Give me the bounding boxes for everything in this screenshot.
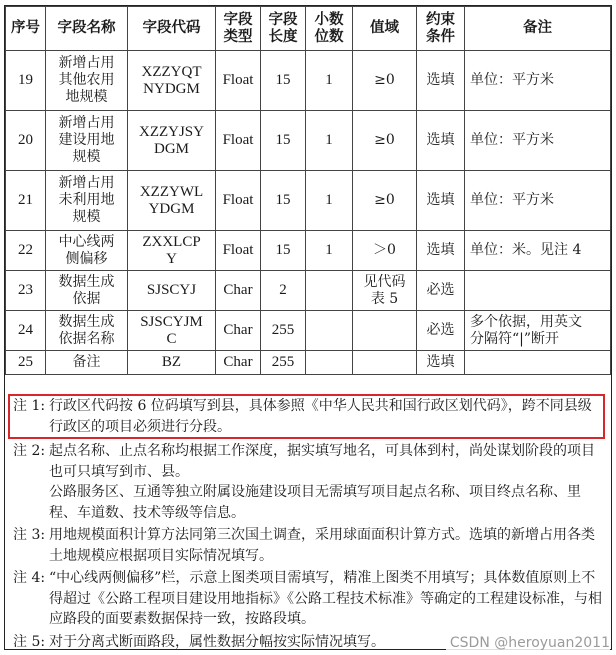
cell-note: 单位：平方米 bbox=[465, 111, 611, 171]
cell-length: 255 bbox=[261, 311, 306, 351]
cell-name: 新增占用 其他农用 地规模 bbox=[46, 51, 128, 111]
note-text: 行政区代码按 6 位码填写到县，具体参照《中华人民共和国行政区划代码》，跨不同县级行政区的项目必须进行分段。 bbox=[49, 398, 592, 435]
note-label: 注 2: bbox=[13, 443, 46, 459]
note-text: 对于分离式断面路段，属性数据分幅按实际情况填写。 bbox=[49, 633, 385, 650]
cell-note: 单位：米。见注 4 bbox=[465, 231, 611, 271]
header-cell: 备注 bbox=[465, 7, 611, 51]
cell-constraint: 选填 bbox=[417, 51, 465, 111]
cell-decimals: 1 bbox=[306, 111, 353, 171]
cell-no: 22 bbox=[6, 231, 46, 271]
cell-code: ZXXLCP Y bbox=[128, 231, 216, 271]
cell-decimals: 1 bbox=[306, 51, 353, 111]
header-cell: 序号 bbox=[6, 7, 46, 51]
cell-code: XZZYWL YDGM bbox=[128, 171, 216, 231]
note-label: 注 1: bbox=[13, 398, 46, 414]
note-text: 公路服务区、互通等独立附属设施建设项目无需填写项目起点名称、项目终点名称、里程、车道数、技术等级等信息。 bbox=[49, 484, 581, 521]
cell-domain: 见代码 表 5 bbox=[353, 271, 417, 311]
document-page bbox=[4, 5, 612, 650]
header-cell: 字段代码 bbox=[128, 7, 216, 51]
cell-code: BZ bbox=[128, 351, 216, 375]
cell-length: 255 bbox=[261, 351, 306, 375]
cell-domain bbox=[353, 351, 417, 375]
table-row bbox=[6, 51, 611, 111]
notes-section bbox=[5, 389, 611, 652]
table-row bbox=[6, 171, 611, 231]
note-text: “中心线两侧偏移”栏，示意上图类项目需填写，精准上图类不用填写；具体数值原则上不得超过《公路工程项目建设用地指标》《公路工程技术标准》等确定的工程建设标准，与相应路段的面要素数据保持一致，按路段填。 bbox=[49, 570, 602, 627]
header-cell: 字段名称 bbox=[46, 7, 128, 51]
cell-length: 2 bbox=[261, 271, 306, 311]
cell-domain bbox=[353, 311, 417, 351]
cell-note: 多个依据，用英文 分隔符“|”断开 bbox=[465, 311, 611, 351]
note-label: 注 4: bbox=[13, 570, 46, 586]
field-table bbox=[5, 6, 611, 375]
cell-type: Float bbox=[216, 171, 261, 231]
header-cell: 字段 长度 bbox=[261, 7, 306, 51]
cell-no: 23 bbox=[6, 271, 46, 311]
note-item bbox=[5, 568, 611, 630]
cell-length: 15 bbox=[261, 51, 306, 111]
cell-code: XZZYQT NYDGM bbox=[128, 51, 216, 111]
header-cell: 约束 条件 bbox=[417, 7, 465, 51]
cell-no: 20 bbox=[6, 111, 46, 171]
cell-type: Float bbox=[216, 231, 261, 271]
highlighted-note bbox=[8, 394, 605, 439]
table-header-row bbox=[6, 7, 611, 51]
cell-constraint: 必选 bbox=[417, 271, 465, 311]
note-item bbox=[5, 525, 611, 566]
cell-constraint: 选填 bbox=[417, 111, 465, 171]
table-row bbox=[6, 311, 611, 351]
cell-no: 24 bbox=[6, 311, 46, 351]
cell-decimals: 1 bbox=[306, 231, 353, 271]
cell-name: 备注 bbox=[46, 351, 128, 375]
cell-domain: ≥0 bbox=[353, 51, 417, 111]
cell-note bbox=[465, 351, 611, 375]
header-cell: 小数 位数 bbox=[306, 7, 353, 51]
table-row bbox=[6, 231, 611, 271]
cell-length: 15 bbox=[261, 171, 306, 231]
cell-decimals: 1 bbox=[306, 171, 353, 231]
header-cell: 值域 bbox=[353, 7, 417, 51]
cell-note: 单位：平方米 bbox=[465, 171, 611, 231]
cell-domain: ＞0 bbox=[353, 231, 417, 271]
cell-length: 15 bbox=[261, 231, 306, 271]
watermark: CSDN @heroyuan2011 bbox=[446, 635, 610, 651]
cell-constraint: 选填 bbox=[417, 171, 465, 231]
cell-type: Float bbox=[216, 51, 261, 111]
cell-type: Char bbox=[216, 271, 261, 311]
cell-name: 中心线两 侧偏移 bbox=[46, 231, 128, 271]
cell-code: SJSCYJ bbox=[128, 271, 216, 311]
cell-type: Char bbox=[216, 351, 261, 375]
cell-decimals bbox=[306, 271, 353, 311]
cell-name: 新增占用 建设用地 规模 bbox=[46, 111, 128, 171]
cell-code: SJSCYJM C bbox=[128, 311, 216, 351]
cell-constraint: 选填 bbox=[417, 231, 465, 271]
cell-constraint: 必选 bbox=[417, 311, 465, 351]
cell-name: 数据生成 依据名称 bbox=[46, 311, 128, 351]
cell-type: Float bbox=[216, 111, 261, 171]
cell-name: 新增占用 未利用地 规模 bbox=[46, 171, 128, 231]
note-text: 用地规模面积计算方法同第三次国土调查，采用球面面积计算方式。选填的新增占用各类土地规模应根据项目实际情况填写。 bbox=[49, 527, 595, 564]
table-row bbox=[6, 271, 611, 311]
note-label: 注 5: bbox=[13, 633, 46, 650]
note-label: 注 3: bbox=[13, 527, 46, 543]
note-text: 起点名称、止点名称均根据工作深度，据实填写地名，可具体到村，尚处谋划阶段的项目也可只填写到市、县。 bbox=[49, 443, 595, 480]
note-item bbox=[5, 441, 611, 523]
cell-type: Char bbox=[216, 311, 261, 351]
cell-no: 25 bbox=[6, 351, 46, 375]
header-cell: 字段 类型 bbox=[216, 7, 261, 51]
cell-length: 15 bbox=[261, 111, 306, 171]
cell-domain: ≥0 bbox=[353, 111, 417, 171]
table-row bbox=[6, 351, 611, 375]
table-row bbox=[6, 111, 611, 171]
cell-note: 单位：平方米 bbox=[465, 51, 611, 111]
cell-domain: ≥0 bbox=[353, 171, 417, 231]
cell-note bbox=[465, 271, 611, 311]
cell-no: 21 bbox=[6, 171, 46, 231]
cell-decimals bbox=[306, 351, 353, 375]
cell-no: 19 bbox=[6, 51, 46, 111]
cell-constraint: 选填 bbox=[417, 351, 465, 375]
cell-decimals bbox=[306, 311, 353, 351]
cell-name: 数据生成 依据 bbox=[46, 271, 128, 311]
cell-code: XZZYJSY DGM bbox=[128, 111, 216, 171]
